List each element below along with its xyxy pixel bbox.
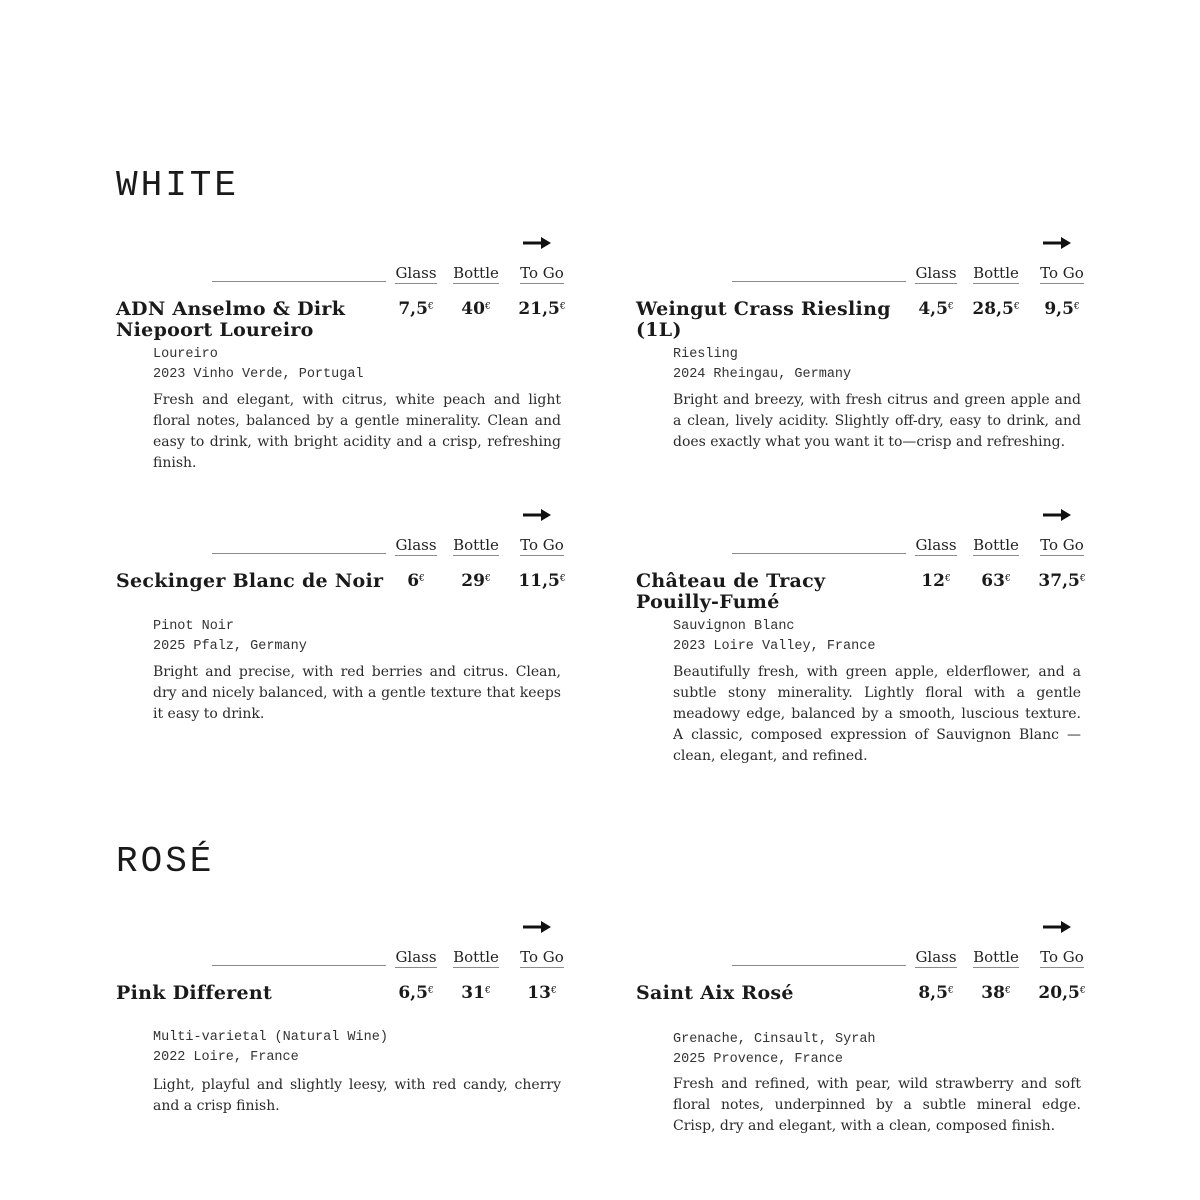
header-rule xyxy=(732,965,906,966)
vintage-year: 2025 xyxy=(673,1052,706,1067)
to-go-price: 21,5€ xyxy=(518,299,566,319)
grape-variety: Grenache, Cinsault, Syrah xyxy=(673,1032,876,1047)
to-go-price: 37,5€ xyxy=(1038,571,1086,591)
to-go-column-header: To Go xyxy=(1040,264,1084,282)
vintage-year: 2023 xyxy=(673,639,706,654)
bottle-column-header: Bottle xyxy=(453,536,499,554)
wine-region: Loire Valley, France xyxy=(713,639,876,654)
section-title-rose: ROSÉ xyxy=(116,841,215,882)
bottle-price: 29€ xyxy=(461,571,491,591)
glass-price: 6€ xyxy=(407,571,425,591)
wine-region: Vinho Verde, Portugal xyxy=(193,367,364,382)
wine-region: Provence, France xyxy=(713,1052,844,1067)
to-go-price: 13€ xyxy=(527,983,557,1003)
wine-description: Fresh and refined, with pear, wild strawberry and soft floral notes, underpinned by a subtle mineral edge. Crisp, dry and elegant, with a clean, composed finish. xyxy=(673,1076,1081,1134)
wine-meta xyxy=(673,1030,876,1070)
wine-name: ADN Anselmo & Dirk Niepoort Loureiro xyxy=(116,298,346,341)
wine-name: Saint Aix Rosé xyxy=(636,982,794,1004)
grape-variety: Sauvignon Blanc xyxy=(673,619,795,634)
bottle-column-header: Bottle xyxy=(973,948,1019,966)
to-go-column-header: To Go xyxy=(520,948,564,966)
bottle-column-header: Bottle xyxy=(973,536,1019,554)
wine-entry xyxy=(636,508,1092,768)
vintage-year: 2025 xyxy=(153,639,186,654)
wine-region: Pfalz, Germany xyxy=(193,639,307,654)
bottle-column-header: Bottle xyxy=(973,264,1019,282)
glass-price: 4,5€ xyxy=(918,299,954,319)
glass-price: 6,5€ xyxy=(398,983,434,1003)
vintage-year: 2024 xyxy=(673,367,706,382)
arrow-right-icon xyxy=(522,920,552,934)
arrow-right-icon xyxy=(522,236,552,250)
wine-name: Pink Different xyxy=(116,982,273,1004)
wine-meta xyxy=(153,1028,388,1068)
glass-column-header: Glass xyxy=(915,536,957,554)
to-go-column-header: To Go xyxy=(520,536,564,554)
glass-column-header: Glass xyxy=(915,948,957,966)
wine-meta xyxy=(153,345,364,385)
vintage-year: 2022 xyxy=(153,1050,186,1065)
wine-meta xyxy=(673,617,875,657)
grape-variety: Riesling xyxy=(673,347,738,362)
bottle-price: 31€ xyxy=(461,983,491,1003)
grape-variety: Multi-varietal (Natural Wine) xyxy=(153,1030,388,1045)
glass-price: 12€ xyxy=(921,571,951,591)
wine-meta xyxy=(153,617,307,657)
grape-variety: Loureiro xyxy=(153,347,218,362)
header-rule xyxy=(212,965,386,966)
wine-description: Fresh and elegant, with citrus, white peach and light floral notes, balanced by a gentle minerality. Clean and easy to drink, with bright acidity and a crisp, refreshing finish. xyxy=(153,392,561,471)
wine-entry xyxy=(116,236,572,496)
glass-column-header: Glass xyxy=(395,264,437,282)
wine-meta xyxy=(673,345,851,385)
to-go-column-header: To Go xyxy=(520,264,564,282)
to-go-price: 11,5€ xyxy=(518,571,566,591)
header-rule xyxy=(212,281,386,282)
glass-price: 7,5€ xyxy=(398,299,434,319)
arrow-right-icon xyxy=(1042,508,1072,522)
glass-column-header: Glass xyxy=(915,264,957,282)
bottle-price: 63€ xyxy=(981,571,1011,591)
bottle-price: 40€ xyxy=(461,299,491,319)
arrow-right-icon xyxy=(1042,920,1072,934)
grape-variety: Pinot Noir xyxy=(153,619,235,634)
header-rule xyxy=(732,553,906,554)
to-go-price: 9,5€ xyxy=(1044,299,1080,319)
arrow-right-icon xyxy=(522,508,552,522)
bottle-price: 38€ xyxy=(981,983,1011,1003)
wine-entry xyxy=(116,508,572,768)
glass-price: 8,5€ xyxy=(918,983,954,1003)
to-go-column-header: To Go xyxy=(1040,948,1084,966)
bottle-price: 28,5€ xyxy=(972,299,1020,319)
wine-entry xyxy=(636,236,1092,496)
wine-description: Bright and breezy, with fresh citrus and green apple and a clean, lively acidity. Slightly off-dry, easy to drink, and does exactly what you want it to—crisp and refreshing. xyxy=(673,392,1081,450)
glass-column-header: Glass xyxy=(395,948,437,966)
vintage-year: 2023 xyxy=(153,367,186,382)
wine-name: Château de Tracy Pouilly-Fumé xyxy=(636,570,826,613)
header-rule xyxy=(732,281,906,282)
section-title-white: WHITE xyxy=(116,165,240,206)
glass-column-header: Glass xyxy=(395,536,437,554)
bottle-column-header: Bottle xyxy=(453,264,499,282)
arrow-right-icon xyxy=(1042,236,1072,250)
wine-region: Rheingau, Germany xyxy=(713,367,852,382)
to-go-price: 20,5€ xyxy=(1038,983,1086,1003)
wine-description: Light, playful and slightly leesy, with red candy, cherry and a crisp finish. xyxy=(153,1077,561,1114)
wine-name: Weingut Crass Riesling (1L) xyxy=(636,298,891,341)
wine-entry xyxy=(116,920,572,1180)
wine-description: Beautifully fresh, with green apple, elderflower, and a subtle stony minerality. Lightly floral with a gentle meadowy edge, balanced by a smooth, luscious texture. A classic, composed expression of Sauvignon Blanc — clean, elegant, and refined. xyxy=(673,664,1081,764)
header-rule xyxy=(212,553,386,554)
wine-region: Loire, France xyxy=(193,1050,299,1065)
wine-description: Bright and precise, with red berries and citrus. Clean, dry and nicely balanced, with a gentle texture that keeps it easy to drink. xyxy=(153,664,561,722)
bottle-column-header: Bottle xyxy=(453,948,499,966)
to-go-column-header: To Go xyxy=(1040,536,1084,554)
wine-name: Seckinger Blanc de Noir xyxy=(116,570,384,592)
wine-entry xyxy=(636,920,1092,1180)
